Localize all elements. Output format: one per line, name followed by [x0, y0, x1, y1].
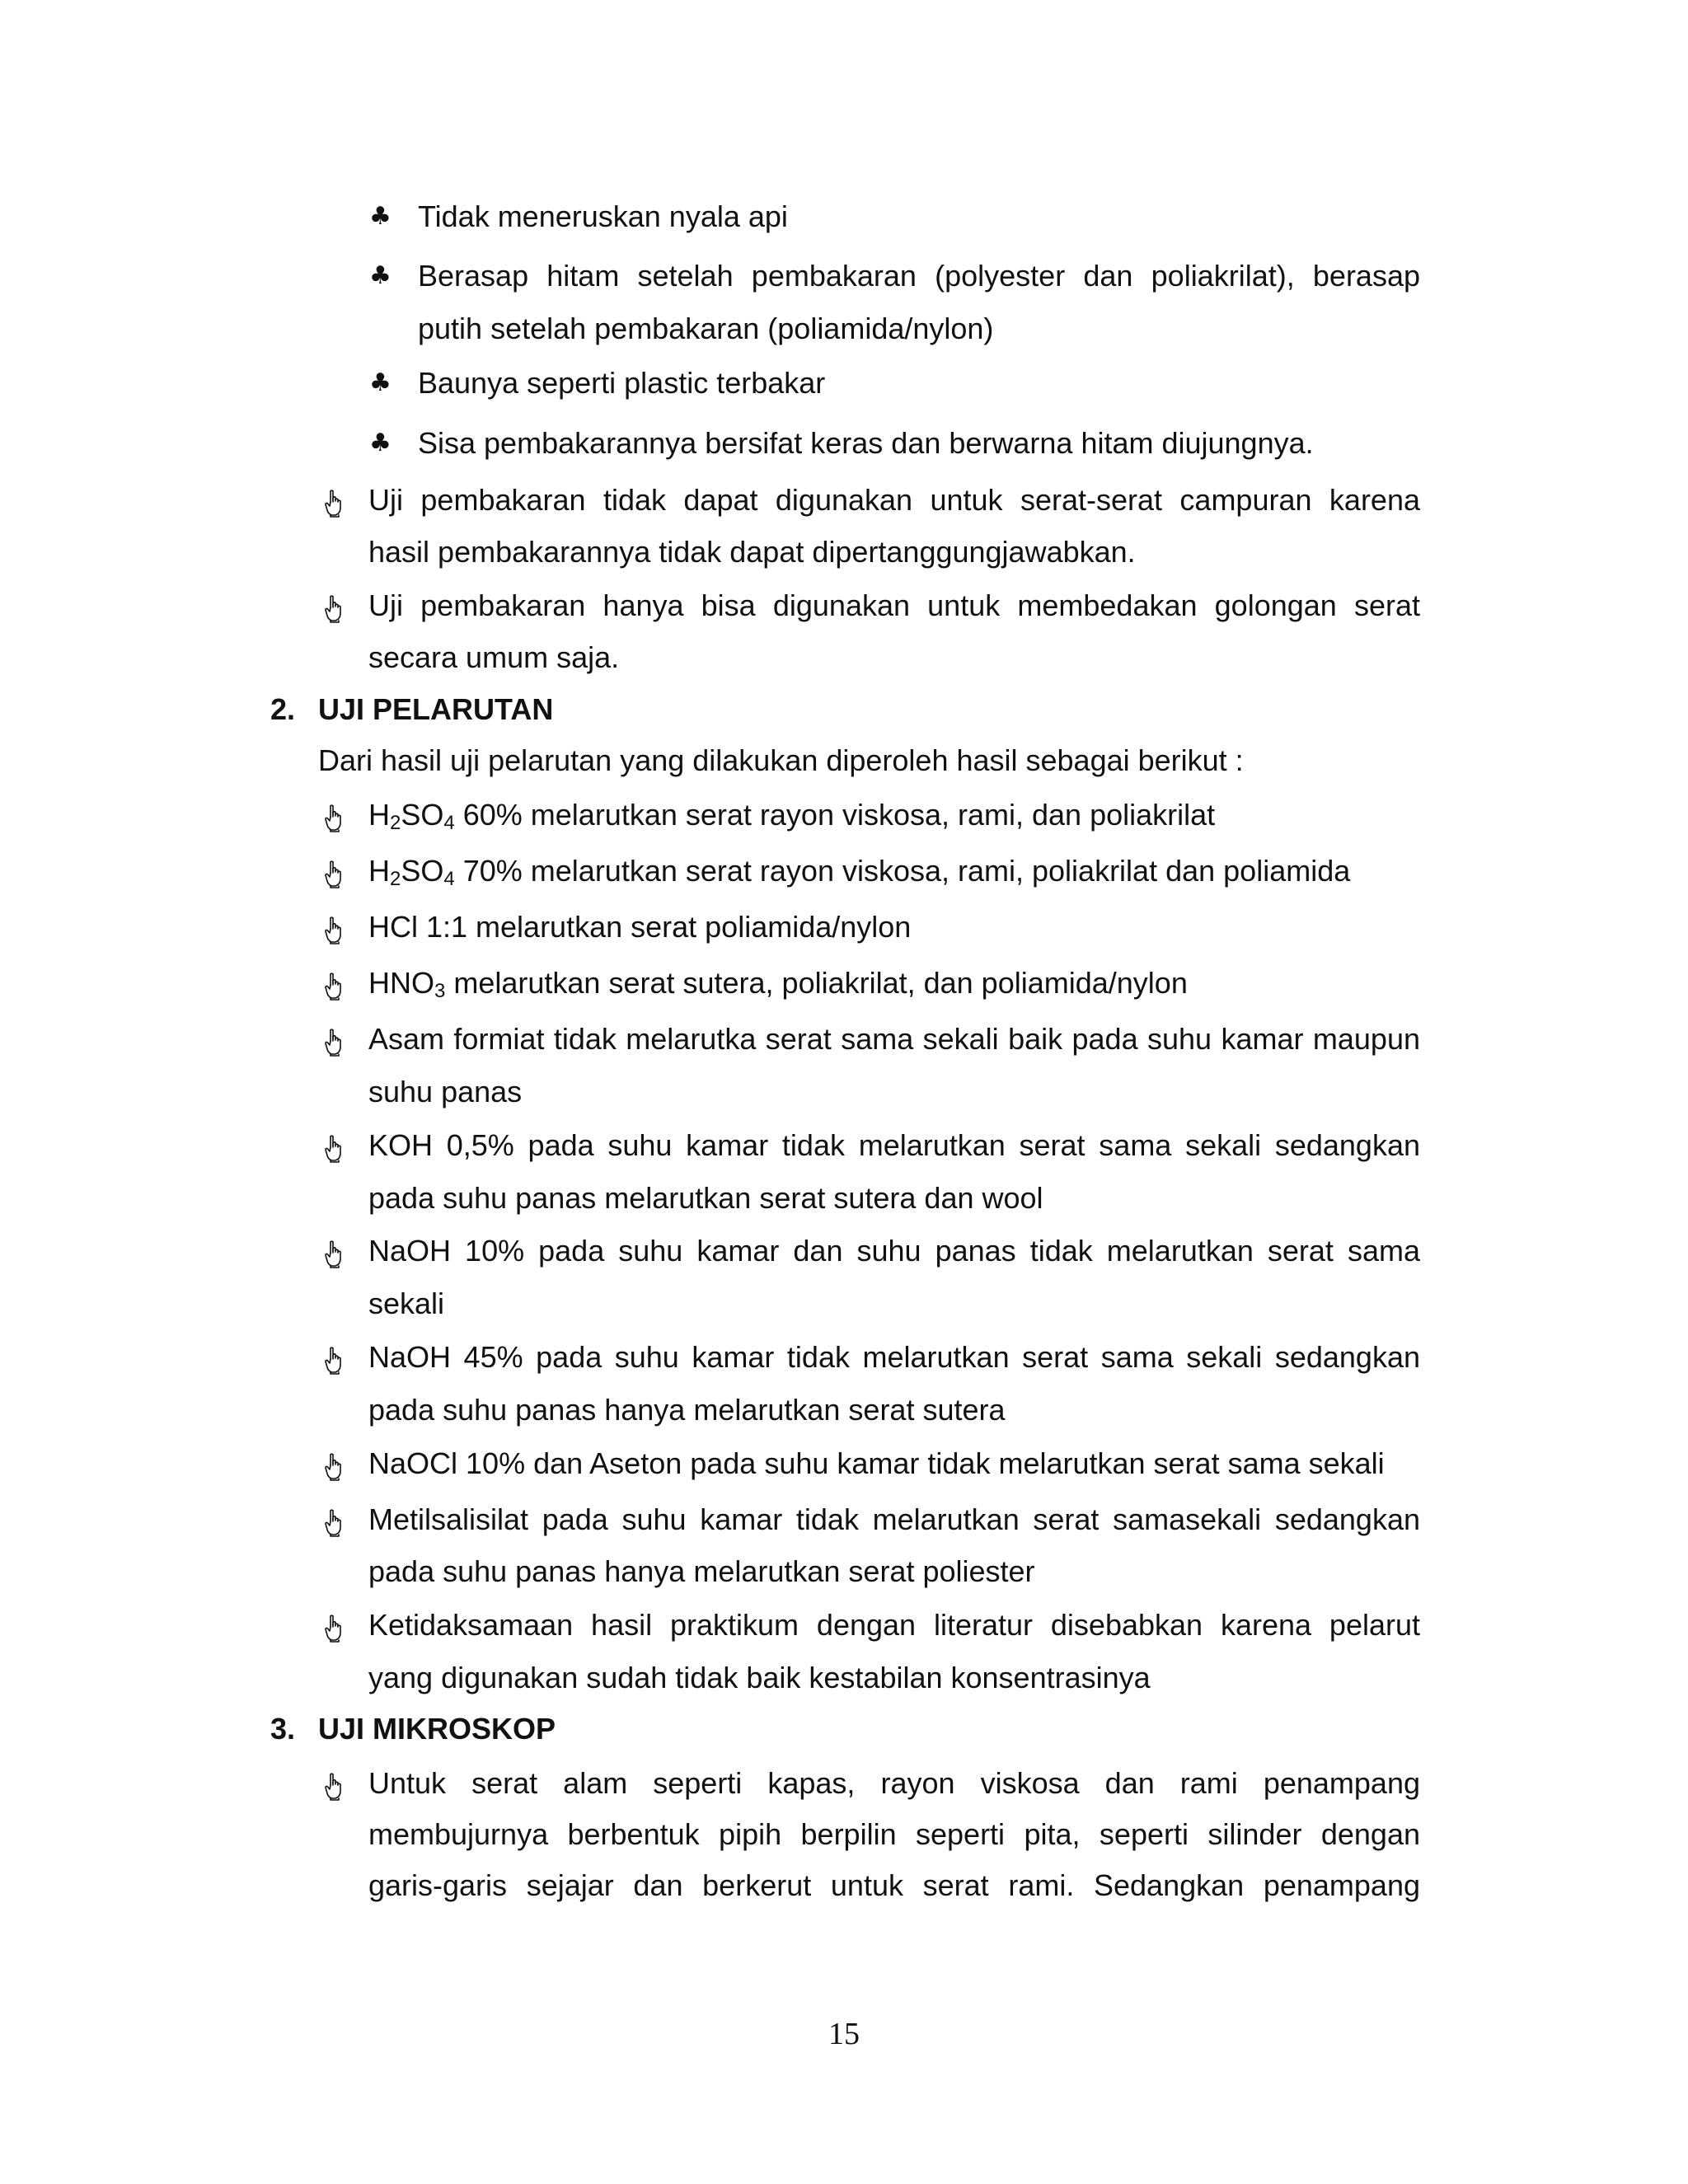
dissolution-item-8-line-1: NaOH 45% pada suhu kamar tidak melarutkan serat sama sekali sedangkan: [368, 1340, 1420, 1374]
pointing-hand-bullet-icon: [323, 1240, 345, 1268]
club-item-3: Baunya seperti plastic terbakar: [418, 366, 826, 400]
burn-note-1-line-2: hasil pembakarannya tidak dapat dipertanggungjawabkan.: [368, 535, 1136, 569]
club-suit-bullet-icon: ♣: [369, 202, 392, 231]
dissolution-item-6-line-1: KOH 0,5% pada suhu kamar tidak melarutkan serat sama sekali sedangkan: [368, 1128, 1420, 1162]
dissolution-item-2: $H_2SO_4$ 70% melarutkan serat rayon viskosa, rami, poliakrilat dan poliamida: [368, 854, 1351, 890]
dissolution-item-1: $H_2SO_4$ 60% melarutkan serat rayon viskosa, rami, dan poliakrilat: [368, 798, 1216, 834]
pointing-hand-bullet-icon: [323, 1135, 345, 1163]
dissolution-item-3: HCl 1:1 melarutkan serat poliamida/nylon: [368, 910, 912, 944]
section-3-heading: [270, 1711, 556, 1747]
dissolution-item-5-line-2: suhu panas: [368, 1075, 523, 1108]
dissolution-item-11-line-2: yang digunakan sudah tidak baik kestabilan konsentrasinya: [368, 1661, 1151, 1694]
page-number: 15: [828, 2017, 860, 2051]
pointing-hand-bullet-icon: [323, 1615, 345, 1643]
dissolution-item-10-line-1: Metilsalisilat pada suhu kamar tidak melarutkan serat samasekali sedangkan: [368, 1502, 1420, 1536]
section-number: 2.: [270, 692, 296, 726]
dissolution-item-7-line-2: sekali: [368, 1286, 445, 1320]
pointing-hand-bullet-icon: [323, 916, 345, 944]
pointing-hand-bullet-icon: [323, 595, 345, 623]
dissolution-item-11-line-1: Ketidaksamaan hasil praktikum dengan literatur disebabkan karena pelarut: [368, 1608, 1420, 1642]
dissolution-item-9: NaOCl 10% dan Aseton pada suhu kamar tidak melarutkan serat sama sekali: [368, 1446, 1385, 1480]
club-item-4: Sisa pembakarannya bersifat keras dan berwarna hitam diujungnya.: [418, 426, 1314, 460]
dissolution-item-7-line-1: NaOH 10% pada suhu kamar dan suhu panas tidak melarutkan serat sama: [368, 1234, 1420, 1268]
pointing-hand-bullet-icon: [323, 1347, 345, 1375]
microscope-item-1-line-3: garis-garis sejajar dan berkerut untuk serat rami. Sedangkan penampang: [368, 1868, 1420, 1902]
pointing-hand-bullet-icon: [323, 972, 345, 1001]
pointing-hand-bullet-icon: [323, 1453, 345, 1481]
section-title: UJI MIKROSKOP: [318, 1712, 556, 1746]
pointing-hand-bullet-icon: [323, 804, 345, 832]
microscope-item-1-line-1: Untuk serat alam seperti kapas, rayon viskosa dan rami penampang: [368, 1766, 1420, 1800]
club-suit-bullet-icon: ♣: [369, 261, 392, 290]
club-suit-bullet-icon: ♣: [369, 429, 392, 457]
microscope-item-1-line-2: membujurnya berbentuk pipih berpilin seperti pita, seperti silinder dengan: [368, 1817, 1420, 1851]
pointing-hand-bullet-icon: [323, 1509, 345, 1537]
section-2-heading: [270, 691, 553, 728]
section-number: 3.: [270, 1712, 296, 1746]
club-item-2-line-1: Berasap hitam setelah pembakaran (polyester dan poliakrilat), berasap: [418, 259, 1420, 293]
club-suit-bullet-icon: ♣: [369, 368, 392, 397]
dissolution-item-4: $HNO_3$ melarutkan serat sutera, poliakrilat, dan poliamida/nylon: [368, 966, 1188, 1002]
burn-note-1-line-1: Uji pembakaran tidak dapat digunakan untuk serat-serat campuran karena: [368, 483, 1420, 517]
dissolution-item-10-line-2: pada suhu panas hanya melarutkan serat poliester: [368, 1554, 1035, 1588]
pointing-hand-bullet-icon: [323, 860, 345, 888]
pointing-hand-bullet-icon: [323, 1773, 345, 1801]
dissolution-item-6-line-2: pada suhu panas melarutkan serat sutera dan wool: [368, 1181, 1043, 1215]
section-2-intro: Dari hasil uji pelarutan yang dilakukan diperoleh hasil sebagai berikut :: [318, 743, 1244, 777]
pointing-hand-bullet-icon: [323, 490, 345, 518]
burn-note-2-line-2: secara umum saja.: [368, 640, 620, 674]
pointing-hand-bullet-icon: [323, 1029, 345, 1057]
burn-note-2-line-1: Uji pembakaran hanya bisa digunakan untuk membedakan golongan serat: [368, 588, 1420, 622]
section-title: UJI PELARUTAN: [318, 692, 554, 726]
dissolution-item-5-line-1: Asam formiat tidak melarutka serat sama sekali baik pada suhu kamar maupun: [368, 1022, 1420, 1056]
club-item-1: Tidak meneruskan nyala api: [418, 199, 788, 233]
dissolution-item-8-line-2: pada suhu panas hanya melarutkan serat sutera: [368, 1393, 1006, 1427]
club-item-2-line-2: putih setelah pembakaran (poliamida/nylon): [418, 312, 994, 345]
